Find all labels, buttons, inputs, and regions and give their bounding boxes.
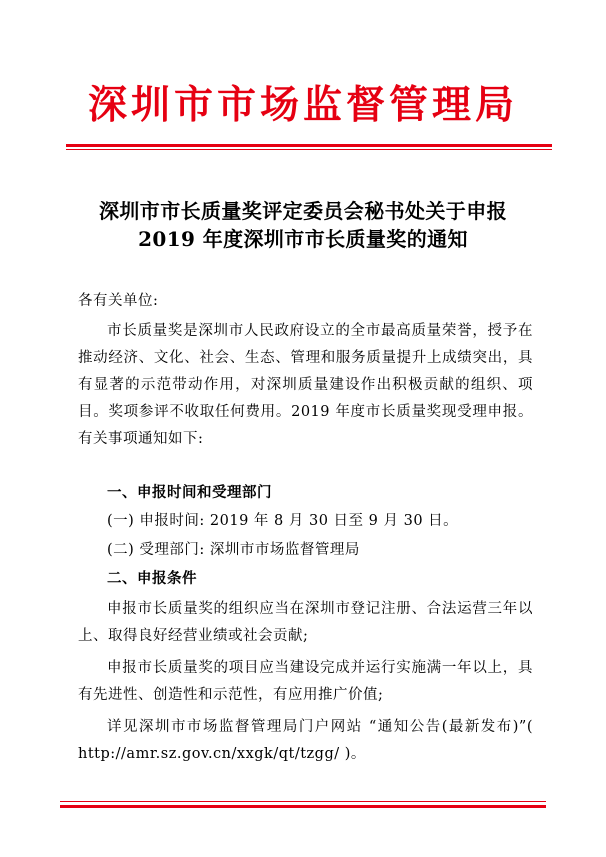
intro-paragraph: 市长质量奖是深圳市人民政府设立的全市最高质量荣誉，授予在推动经济、文化、社会、生态、管理和服务质量提升上成绩突出，具有显著的示范带动作用，对深圳质量建设作出积极贡献的组织、项目。奖项参评不收取任何费用。2019 年度市长质量奖现受理申报。有关事项通知如下: (78, 323, 533, 447)
agency-letterhead: 深圳市市场监督管理局 (87, 83, 518, 128)
condition-organization-paragraph: 申报市长质量奖的组织应当在深圳市登记注册、合法运营三年以上、取得良好经营业绩或社会贡献; (78, 601, 533, 644)
details-link-paragraph: 详见深圳市市场监督管理局门户网站 “通知公告(最新发布)”( http://amr.sz.gov.cn/xxgk/qt/tzgg/ )。 (78, 719, 533, 762)
section-heading-conditions: 二、申报条件 (107, 571, 197, 587)
letterhead-rule-thin (66, 149, 552, 150)
receiving-department-item: (二) 受理部门: 深圳市市场监督管理局 (107, 542, 360, 558)
letterhead-rule-thick (66, 144, 552, 147)
section-heading-application-time: 一、申报时间和受理部门 (107, 485, 272, 501)
footer-rule-thick (60, 805, 546, 808)
application-time-item: (一) 申报时间: 2019 年 8 月 30 日至 9 月 30 日。 (107, 513, 459, 529)
document-title (66, 197, 540, 253)
condition-project-paragraph: 申报市长质量奖的项目应当建设完成并运行实施满一年以上，具有先进性、创造性和示范性，有应用推广价值; (78, 660, 533, 703)
footer-rule-thin (60, 801, 546, 802)
salutation: 各有关单位: (78, 293, 159, 309)
document-title-line-2: 2019 年度深圳市市长质量奖的通知 (138, 227, 468, 251)
document-title-line-1: 深圳市市长质量奖评定委员会秘书处关于申报 (99, 199, 507, 223)
